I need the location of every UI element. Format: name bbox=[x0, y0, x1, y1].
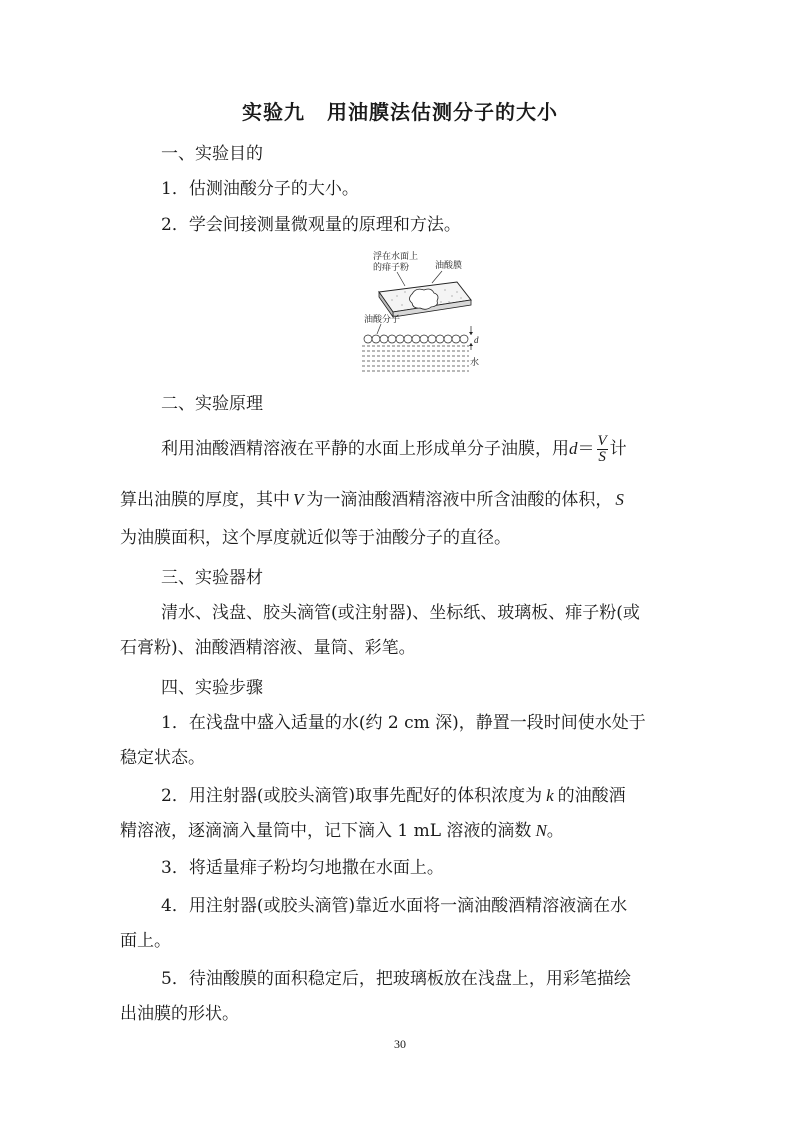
label-d: d bbox=[474, 335, 479, 345]
principle-text-a: 利用油酸酒精溶液在平静的水面上形成单分子油膜，用 bbox=[161, 439, 569, 459]
step-4-line-1: 4．用注射器(或胶头滴管)靠近水面将一滴油酸酒精溶液滴在水 bbox=[161, 896, 628, 916]
equipment-line-1: 清水、浅盘、胶头滴管(或注射器)、坐标纸、玻璃板、痱子粉(或 bbox=[161, 603, 640, 623]
title-experiment-name: 用油膜法估测分子的大小 bbox=[327, 100, 558, 124]
fraction-denominator-s: S bbox=[598, 449, 606, 465]
principle-symbol-d: d bbox=[569, 439, 578, 458]
step-2-symbol-k: k bbox=[546, 786, 554, 805]
step-1-line-1: 1．在浅盘中盛入适量的水(约 2 cm 深)，静置一段时间使水处于 bbox=[161, 713, 646, 733]
principle-line-3: 为油膜面积，这个厚度就近似等于油酸分子的直径。 bbox=[120, 528, 511, 548]
step-3: 3．将适量痱子粉均匀地撒在水面上。 bbox=[161, 858, 444, 878]
principle-heading: 二、实验原理 bbox=[161, 394, 263, 414]
step-2-text-a2: 的油酸酒 bbox=[557, 786, 626, 806]
label-powder-line2: 的痱子粉 bbox=[373, 263, 410, 273]
step-1-line-2: 稳定状态。 bbox=[120, 748, 205, 768]
label-film: 油酸膜 bbox=[435, 261, 463, 271]
step-2-line-2 bbox=[120, 819, 690, 843]
principle-equals: ＝ bbox=[577, 439, 595, 459]
step-2-text-b2: 。 bbox=[546, 821, 564, 841]
page-title bbox=[0, 96, 800, 125]
steps-heading: 四、实验步骤 bbox=[161, 678, 263, 698]
principle-symbol-s: S bbox=[615, 490, 624, 509]
step-2-line-1 bbox=[161, 784, 731, 808]
step-2-text-b1: 精溶液，逐滴滴入量筒中，记下滴入 1 mL 溶液的滴数 bbox=[120, 821, 532, 841]
principle-text-c2: 为一滴油酸酒精溶液中所含油酸的体积， bbox=[306, 490, 613, 510]
equipment-line-2: 石膏粉)、油酸酒精溶液、量筒、彩笔。 bbox=[120, 638, 416, 658]
principle-text-b: 计 bbox=[609, 439, 627, 459]
purpose-heading: 一、实验目的 bbox=[161, 144, 263, 164]
equipment-heading: 三、实验器材 bbox=[161, 568, 263, 588]
label-powder-line1: 浮在水面上 bbox=[373, 252, 419, 262]
principle-line-2 bbox=[120, 488, 690, 512]
purpose-item-1: 1．估测油酸分子的大小。 bbox=[161, 179, 359, 199]
step-5-line-2: 出油膜的形状。 bbox=[120, 1004, 239, 1024]
page-number: 30 bbox=[394, 1037, 406, 1051]
label-water: 水 bbox=[470, 358, 480, 368]
principle-fraction bbox=[597, 434, 608, 465]
title-experiment-number: 实验九 bbox=[242, 100, 305, 124]
oil-film-diagram bbox=[357, 250, 482, 380]
principle-line-1 bbox=[161, 434, 701, 465]
step-5-line-1: 5．待油酸膜的面积稳定后，把玻璃板放在浅盘上，用彩笔描绘 bbox=[161, 969, 631, 989]
step-2-symbol-n: N bbox=[535, 821, 547, 840]
label-molecule: 油酸分子 bbox=[364, 315, 401, 325]
principle-text-c1: 算出油膜的厚度，其中 bbox=[120, 490, 290, 510]
fraction-numerator-v: V bbox=[597, 433, 607, 449]
principle-symbol-v: V bbox=[293, 490, 304, 509]
step-4-line-2: 面上。 bbox=[120, 931, 171, 951]
step-2-text-a1: 2．用注射器(或胶头滴管)取事先配好的体积浓度为 bbox=[161, 786, 543, 806]
purpose-item-2: 2．学会间接测量微观量的原理和方法。 bbox=[161, 215, 461, 235]
